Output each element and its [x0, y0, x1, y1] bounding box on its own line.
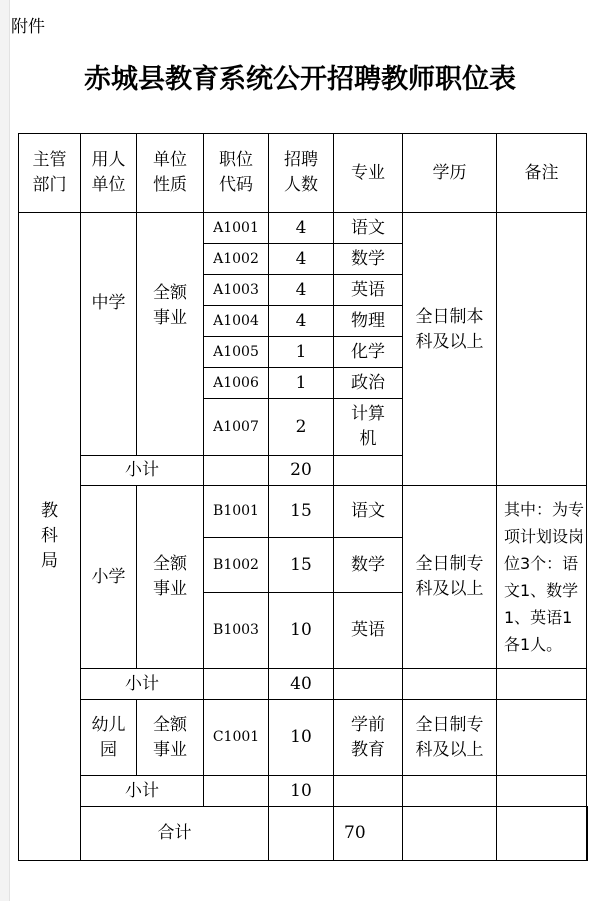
- table-row: [19, 486, 588, 538]
- position-code: A1003: [204, 275, 269, 306]
- hire-count: 4: [269, 275, 334, 306]
- major: 英语: [334, 593, 403, 669]
- empty-cell: [204, 456, 269, 486]
- page-title: 赤城县教育系统公开招聘教师职位表: [84, 64, 516, 95]
- header-position-code: 职位代码: [204, 134, 269, 213]
- position-code: A1001: [204, 213, 269, 244]
- hire-count: 10: [269, 593, 334, 669]
- empty-cell: [334, 776, 403, 807]
- position-code: C1001: [204, 700, 269, 776]
- major: 计算机: [334, 399, 403, 456]
- major: 学前教育: [334, 700, 403, 776]
- empty-cell: [204, 776, 269, 807]
- total-label: 合计: [81, 807, 269, 861]
- remarks-cell: 其中：为专项计划设岗位3个：语文1、数学1、英语1各1人。: [497, 486, 587, 669]
- subtotal-label: 小计: [81, 669, 204, 700]
- empty-cell: [403, 669, 497, 700]
- total-row: [19, 807, 588, 861]
- hire-count: 15: [269, 486, 334, 538]
- position-code: A1006: [204, 368, 269, 399]
- position-code: B1001: [204, 486, 269, 538]
- employer-cell: 小学: [81, 486, 137, 669]
- subtotal-row: [19, 669, 588, 700]
- header-unit-type: 单位性质: [137, 134, 204, 213]
- empty-cell: [497, 669, 587, 700]
- hire-count: 4: [269, 244, 334, 275]
- subtotal-value: 10: [269, 776, 334, 807]
- unit-type-cell: 全额事业: [137, 486, 204, 669]
- empty-cell: [497, 776, 587, 807]
- major: 政治: [334, 368, 403, 399]
- major: 语文: [334, 213, 403, 244]
- empty-cell: [334, 456, 403, 486]
- department-cell: 教科局: [19, 213, 81, 861]
- education-cell: 全日制本科及以上: [403, 213, 497, 486]
- empty-cell: [334, 669, 403, 700]
- positions-table: [18, 133, 588, 861]
- unit-type-cell: 全额事业: [137, 213, 204, 456]
- major: 英语: [334, 275, 403, 306]
- major: 物理: [334, 306, 403, 337]
- table-row: [19, 700, 588, 776]
- empty-cell: [497, 807, 587, 861]
- empty-cell: [269, 807, 334, 861]
- employer-cell: 中学: [81, 213, 137, 456]
- position-code: A1002: [204, 244, 269, 275]
- position-code: B1002: [204, 538, 269, 593]
- header-hire-count: 招聘人数: [269, 134, 334, 213]
- total-value: 70: [334, 807, 403, 861]
- subtotal-label: 小计: [81, 456, 204, 486]
- major: 数学: [334, 538, 403, 593]
- subtotal-value: 20: [269, 456, 334, 486]
- empty-cell: [204, 669, 269, 700]
- hire-count: 4: [269, 306, 334, 337]
- subtotal-row: [19, 776, 588, 807]
- header-employer: 用人单位: [81, 134, 137, 213]
- subtotal-label: 小计: [81, 776, 204, 807]
- position-code: B1003: [204, 593, 269, 669]
- education-cell: 全日制专科及以上: [403, 486, 497, 669]
- empty-cell: [587, 807, 588, 861]
- left-gutter: [0, 0, 10, 901]
- table-row: [19, 213, 588, 244]
- position-code: A1005: [204, 337, 269, 368]
- hire-count: 2: [269, 399, 334, 456]
- position-code: A1004: [204, 306, 269, 337]
- position-code: A1007: [204, 399, 269, 456]
- hire-count: 10: [269, 700, 334, 776]
- header-row: [19, 134, 588, 213]
- hire-count: 4: [269, 213, 334, 244]
- hire-count: 1: [269, 337, 334, 368]
- header-education: 学历: [403, 134, 497, 213]
- remarks-cell: [497, 700, 587, 776]
- major: 语文: [334, 486, 403, 538]
- major: 数学: [334, 244, 403, 275]
- unit-type-cell: 全额事业: [137, 700, 204, 776]
- hire-count: 15: [269, 538, 334, 593]
- hire-count: 1: [269, 368, 334, 399]
- employer-cell: 幼儿园: [81, 700, 137, 776]
- empty-cell: [403, 807, 497, 861]
- header-major: 专业: [334, 134, 403, 213]
- attachment-label: 附件: [11, 17, 45, 37]
- header-department: 主管部门: [19, 134, 81, 213]
- subtotal-value: 40: [269, 669, 334, 700]
- remarks-cell: [497, 213, 587, 486]
- education-cell: 全日制专科及以上: [403, 700, 497, 776]
- empty-cell: [403, 776, 497, 807]
- major: 化学: [334, 337, 403, 368]
- header-remarks: 备注: [497, 134, 587, 213]
